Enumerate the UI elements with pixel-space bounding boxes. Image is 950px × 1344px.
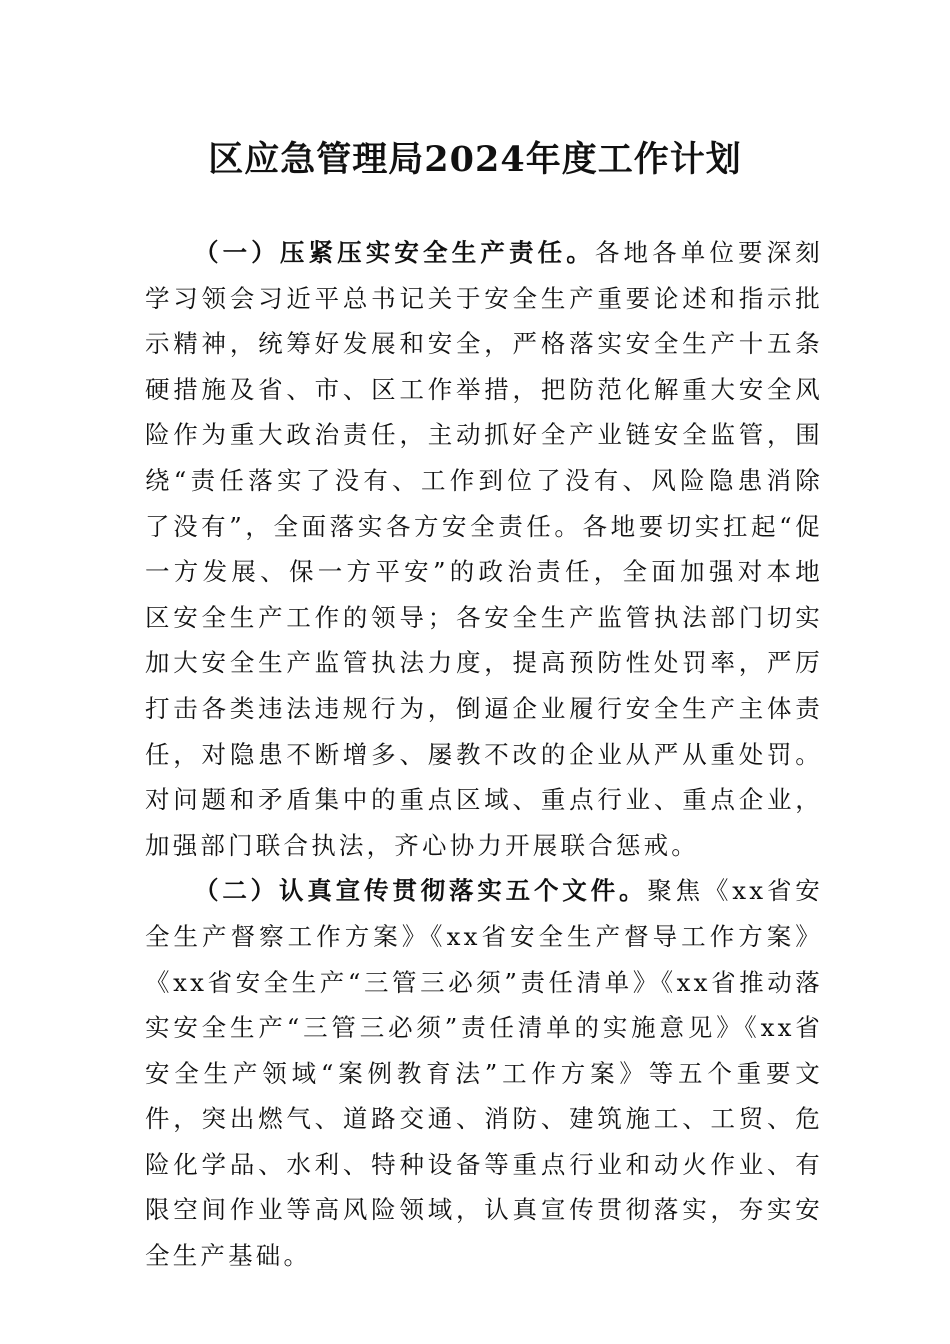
paragraph-2 (145, 868, 823, 1278)
paragraph-2-text: 聚焦《xx省安全生产督察工作方案》《xx省安全生产督导工作方案》《xx省安全生产“三管三必须”责任清单》《xx省推动落实安全生产“三管三必须”责任清单的实施意见》《xx省安全生产领域“案例教育法”工作方案》等五个重要文件，突出燃气、道路交通、消防、建筑施工、工贸、危险化学品、水利、特种设备等重点行业和动火作业、有限空间作业等高风险领域，认真宣传贯彻落实，夯实安全生产基础。 (145, 876, 823, 1271)
paragraph-1-heading: （一）压紧压实安全生产责任。 (194, 238, 595, 267)
paragraph-2-heading: （二）认真宣传贯彻落实五个文件。 (194, 876, 648, 906)
paragraph-1 (145, 230, 823, 868)
document-body (145, 230, 823, 1279)
document-title: 区应急管理局2024年度工作计划 (208, 139, 742, 180)
paragraph-1-text: 各地各单位要深刻学习领会习近平总书记关于安全生产重要论述和指示批示精神，统筹好发展和安全，严格落实安全生产十五条硬措施及省、市、区工作举措，把防范化解重大安全风险作为重大政治责任，主动抓好全产业链安全监管，围绕“责任落实了没有、工作到位了没有、风险隐患消除了没有”，全面落实各方安全责任。各地要切实扛起“促一方发展、保一方平安”的政治责任，全面加强对本地区安全生产工作的领导；各安全生产监管执法部门切实加大安全生产监管执法力度，提高预防性处罚率，严厉打击各类违法违规行为，倒逼企业履行安全生产主体责任，对隐患不断增多、屡教不改的企业从严从重处罚。对问题和矛盾集中的重点区域、重点行业、重点企业，加强部门联合执法，齐心协力开展联合惩戒。 (145, 238, 823, 860)
